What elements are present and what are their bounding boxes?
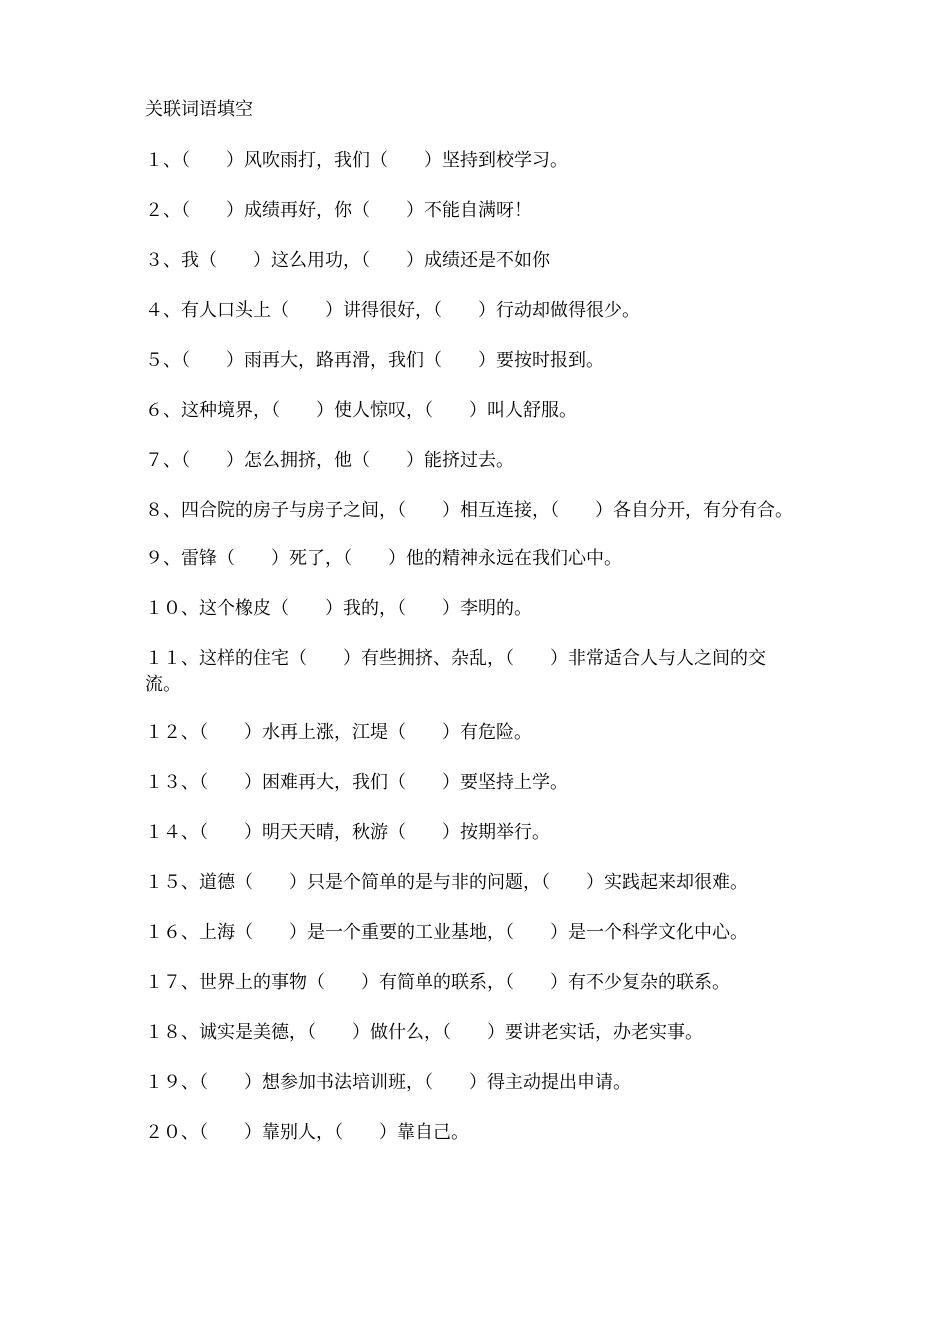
question-item: ７、（ ）怎么拥挤，他（ ）能挤过去。 xyxy=(145,450,514,471)
question-list xyxy=(145,148,800,1170)
question-item: １７、世界上的事物（ ）有简单的联系，（ ）有不少复杂的联系。 xyxy=(145,972,730,993)
question-item: ２０、（ ）靠别人，（ ）靠自己。 xyxy=(145,1122,469,1143)
question-item: １２、（ ）水再上涨，江堤（ ）有危险。 xyxy=(145,722,532,743)
question-item: ４、有人口头上（ ）讲得很好，（ ）行动却做得很少。 xyxy=(145,300,640,321)
question-item: ６、这种境界，（ ）使人惊叹，（ ）叫人舒服。 xyxy=(145,400,577,421)
question-item: ２、（ ）成绩再好，你（ ）不能自满呀！ xyxy=(145,200,532,221)
question-item: １３、（ ）困难再大，我们（ ）要坚持上学。 xyxy=(145,772,568,793)
question-item: ８、四合院的房子与房子之间，（ ）相互连接，（ ）各自分开，有分有合。 xyxy=(145,500,793,521)
question-item: １９、（ ）想参加书法培训班，（ ）得主动提出申请。 xyxy=(145,1072,631,1093)
document-title: 关联词语填空 xyxy=(145,99,253,120)
question-item: ９、雷锋（ ）死了，（ ）他的精神永远在我们心中。 xyxy=(145,548,622,569)
question-item: １４、（ ）明天天晴，秋游（ ）按期举行。 xyxy=(145,822,550,843)
question-item: １０、这个橡皮（ ）我的，（ ）李明的。 xyxy=(145,598,532,619)
question-item: １６、上海（ ）是一个重要的工业基地，（ ）是一个科学文化中心。 xyxy=(145,922,748,943)
question-item: ３、我（ ）这么用功，（ ）成绩还是不如你 xyxy=(145,250,550,271)
question-item: １５、道德（ ）只是个简单的是与非的问题，（ ）实践起来却很难。 xyxy=(145,872,748,893)
question-item: １８、诚实是美德，（ ）做什么，（ ）要讲老实话，办老实事。 xyxy=(145,1022,703,1043)
question-item: １１、这样的住宅（ ）有些拥挤、杂乱，（ ）非常适合人与人之间的交流。 xyxy=(145,648,766,695)
question-item: ５、（ ）雨再大，路再滑，我们（ ）要按时报到。 xyxy=(145,350,604,371)
question-item: １、（ ）风吹雨打，我们（ ）坚持到校学习。 xyxy=(145,150,568,171)
